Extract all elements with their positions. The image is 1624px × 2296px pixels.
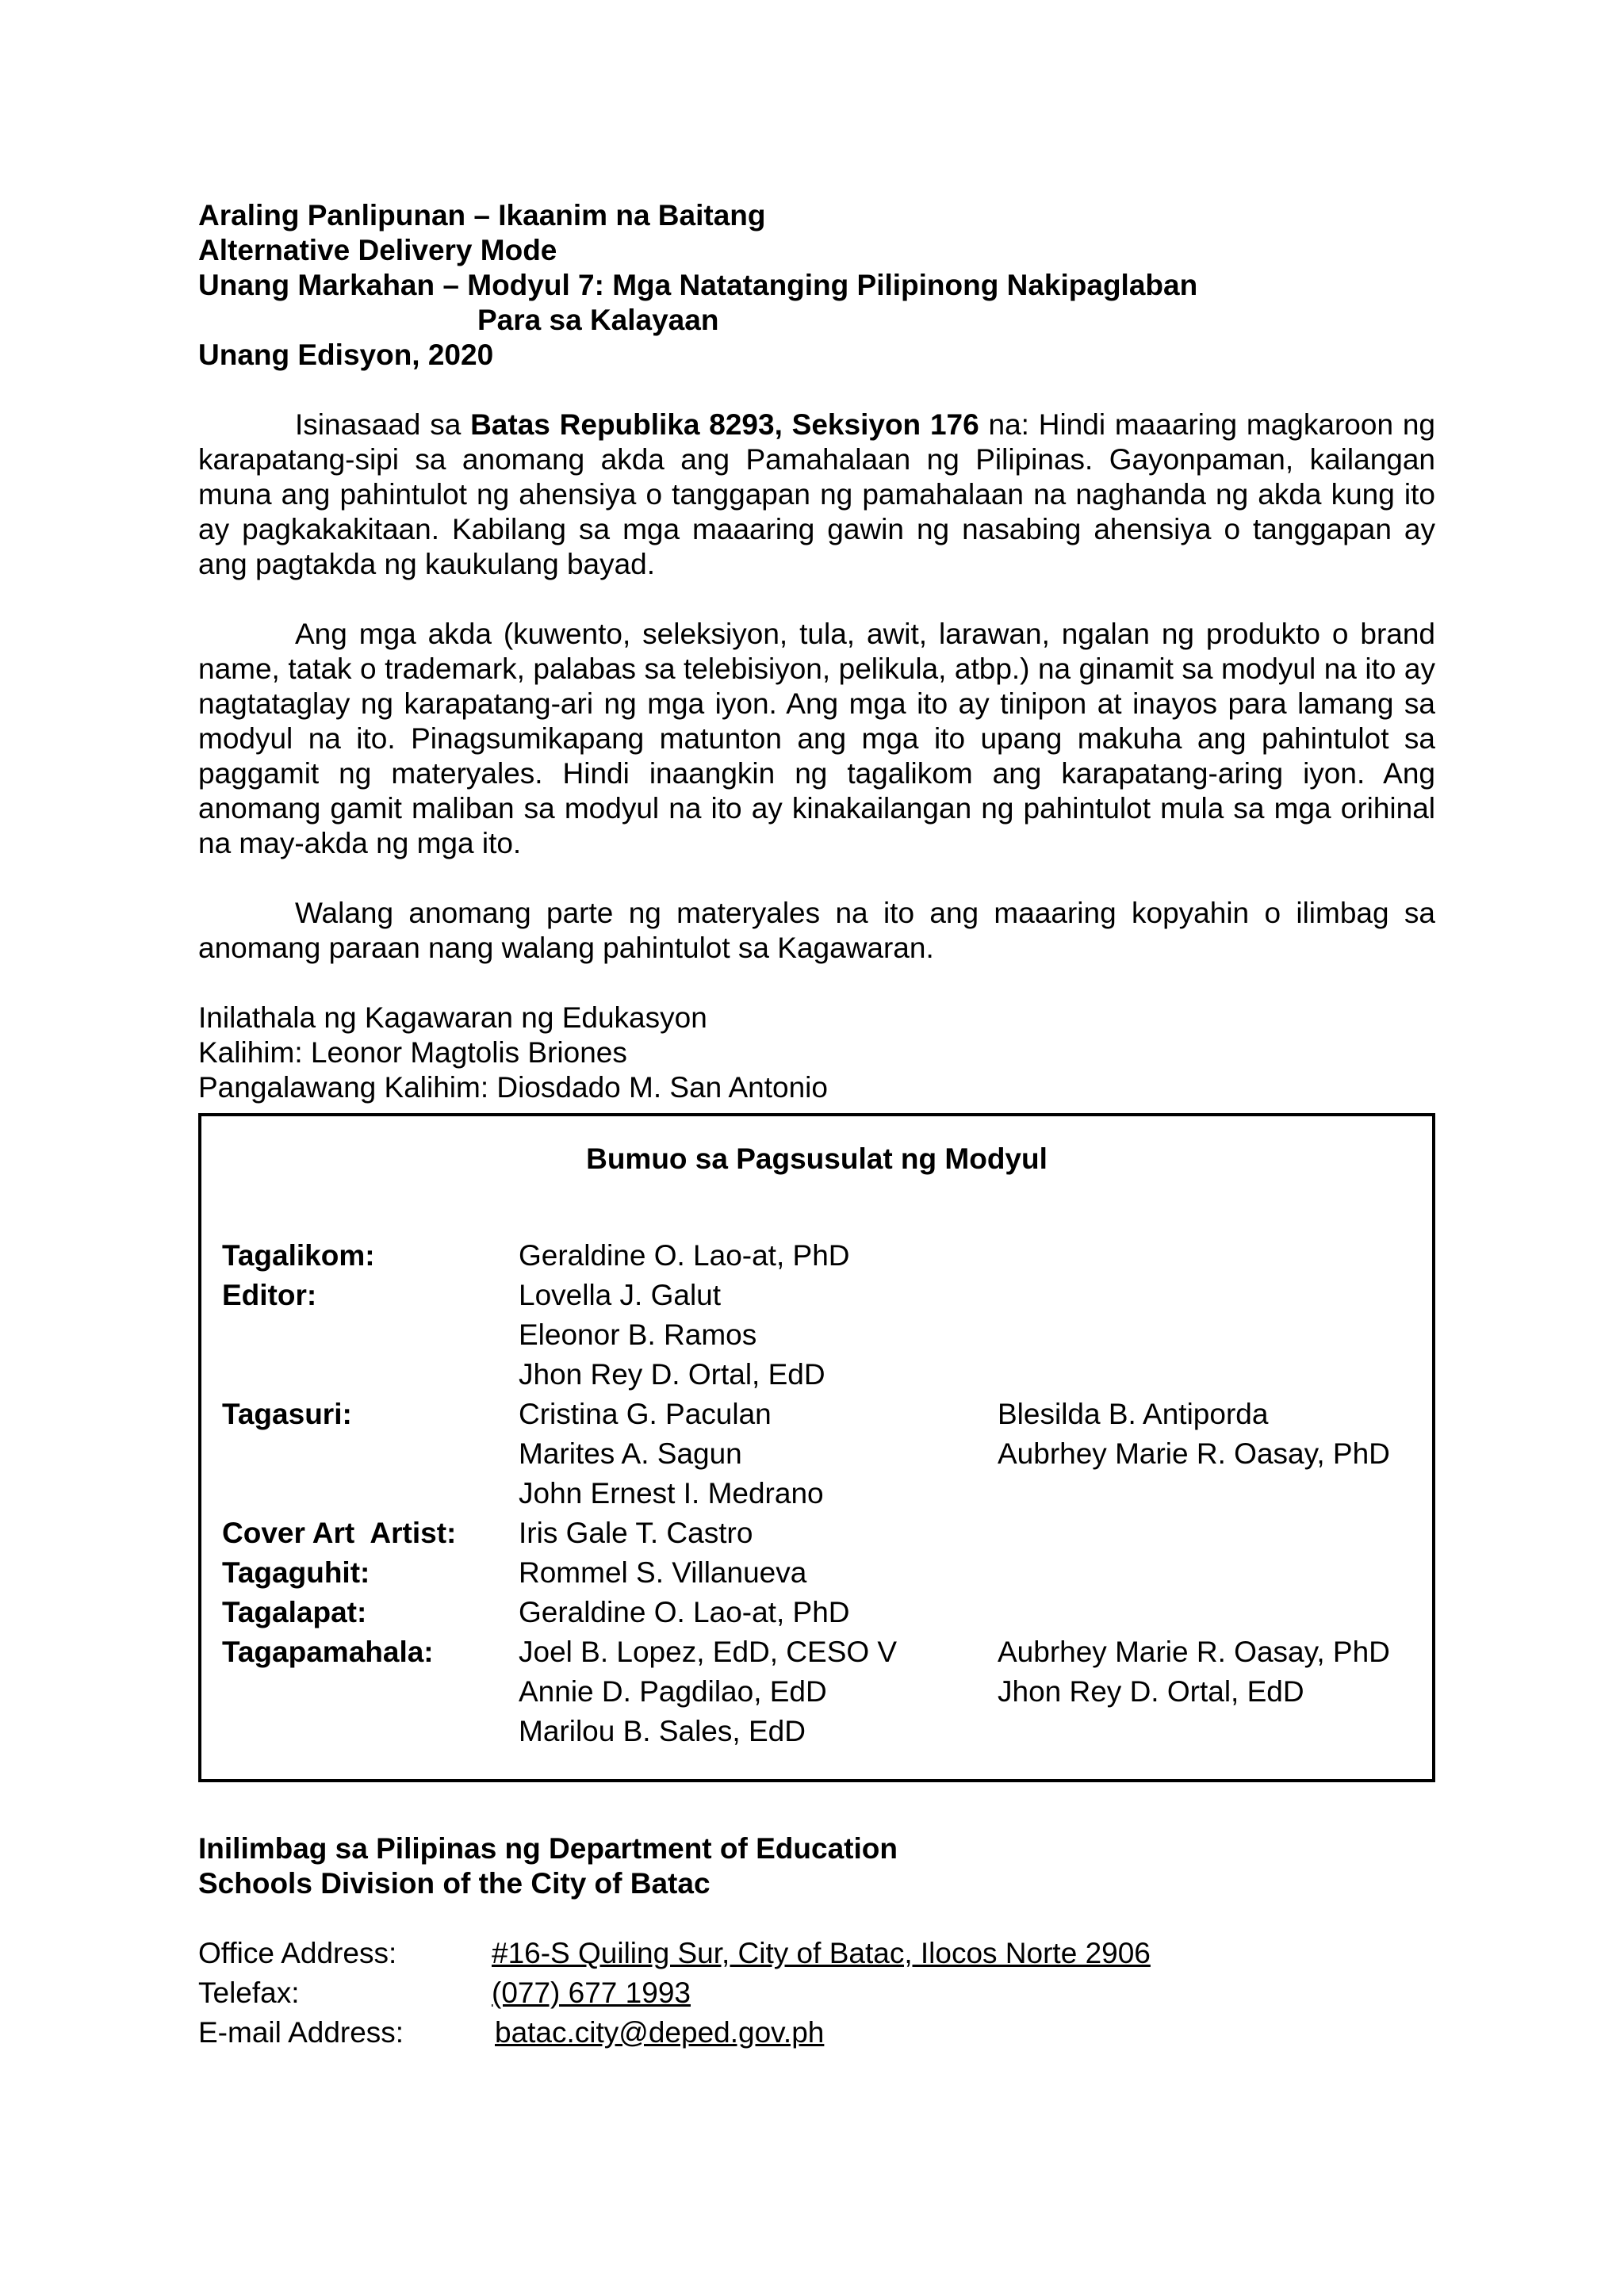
credit-role: Tagasuri:	[222, 1398, 352, 1430]
edition: Unang Edisyon, 2020	[198, 339, 494, 371]
credit-name-secondary: Jhon Rey D. Ortal, EdD	[998, 1675, 1304, 1708]
credit-row	[222, 1357, 1411, 1397]
printer-line: Inilimbag sa Pilipinas ng Department of Education	[198, 1832, 898, 1865]
credit-row	[222, 1476, 1411, 1516]
credit-name: Lovella J. Galut	[519, 1279, 722, 1311]
email-link[interactable]: batac.city@deped.gov.ph	[495, 2016, 825, 2049]
credit-name: Iris Gale T. Castro	[519, 1517, 753, 1549]
credit-name: Rommel S. Villanueva	[519, 1556, 807, 1589]
credit-name: Jhon Rey D. Ortal, EdD	[519, 1358, 825, 1391]
office-address-row	[198, 1936, 1435, 1976]
credit-role: Cover Art Artist:	[222, 1517, 457, 1549]
credit-name: Cristina G. Paculan	[519, 1398, 772, 1430]
office-address-label: Office Address:	[198, 1937, 397, 1969]
law-reference: Batas Republika 8293, Seksiyon 176	[470, 408, 979, 441]
email-label: E-mail Address:	[198, 2016, 404, 2049]
borrowed-works-paragraph: Ang mga akda (kuwento, seleksiyon, tula, awit, larawan, ngalan ng produkto o brand name, tatak o trademark, palabas sa telebisiyon, pelikula, atbp.) na ginamit sa modyul na ito ay nagtataglay ng karapatang-ari ng mga iyon. Ang mga ito ay tinipon at inayos para lamang sa modyul na ito. Pinagsumikapang matunton ang mga ito upang makuha ang pahintulot sa paggamit ng materyales. Hindi inaangkin ng tagalikom ang karapatang-aring iyon. Ang anomang gamit maliban sa modyul na ito ay kinakailangan ng pahintulot mula sa mga orihinal na may-akda ng mga ito.	[198, 618, 1435, 859]
undersecretary-line: Pangalawang Kalihim: Diosdado M. San Antonio	[198, 1071, 828, 1104]
printer-info	[198, 1831, 1435, 1901]
credit-role: Tagalikom:	[222, 1239, 375, 1272]
publisher-line: Inilathala ng Kagawaran ng Edukasyon	[198, 1001, 707, 1034]
credit-name-secondary: Aubrhey Marie R. Oasay, PhD	[998, 1437, 1390, 1470]
publisher-info	[198, 1001, 1435, 1105]
credit-name-secondary: Blesilda B. Antiporda	[998, 1398, 1269, 1430]
telefax-label: Telefax:	[198, 1976, 300, 2009]
reproduction-paragraph: Walang anomang parte ng materyales na ito ang maaaring kopyahin o ilimbag sa anomang paraan nang walang pahintulot sa Kagawaran.	[198, 897, 1435, 964]
credit-row	[222, 1437, 1411, 1476]
credit-row	[222, 1635, 1411, 1674]
credit-row	[222, 1556, 1411, 1595]
credit-name: Marites A. Sagun	[519, 1437, 742, 1470]
module-title-continued: Para sa Kalayaan	[477, 304, 719, 336]
credits-list	[222, 1238, 1411, 1754]
credit-role: Tagalapat:	[222, 1596, 367, 1628]
credit-role: Editor:	[222, 1279, 317, 1311]
credit-name: Annie D. Pagdilao, EdD	[519, 1675, 827, 1708]
credit-name: John Ernest I. Medrano	[519, 1477, 824, 1510]
telefax-value[interactable]: (077) 677 1993	[492, 1976, 691, 2009]
credits-box	[198, 1113, 1435, 1782]
credit-row	[222, 1278, 1411, 1318]
email-row	[198, 2015, 1435, 2055]
credit-row	[222, 1238, 1411, 1278]
credit-row	[222, 1318, 1411, 1357]
credit-name: Geraldine O. Lao-at, PhD	[519, 1239, 850, 1272]
copyright-paragraph	[198, 408, 1435, 582]
credit-name: Joel B. Lopez, EdD, CESO V	[519, 1636, 898, 1668]
subject-title: Araling Panlipunan – Ikaanim na Baitang	[198, 199, 766, 232]
copyright-text-pre: Isinasaad sa	[295, 408, 471, 441]
credit-row	[222, 1714, 1411, 1754]
office-address-value[interactable]: #16-S Quiling Sur, City of Batac, Ilocos Norte 2906	[492, 1937, 1151, 1969]
credit-row	[222, 1595, 1411, 1635]
credit-name: Geraldine O. Lao-at, PhD	[519, 1596, 850, 1628]
credit-row	[222, 1397, 1411, 1437]
secretary-line: Kalihim: Leonor Magtolis Briones	[198, 1036, 627, 1069]
credit-row	[222, 1516, 1411, 1556]
credit-row	[222, 1674, 1411, 1714]
credit-role: Tagaguhit:	[222, 1556, 370, 1589]
copyright-page	[198, 198, 1435, 2055]
credit-name: Eleonor B. Ramos	[519, 1318, 757, 1351]
module-title: Unang Markahan – Modyul 7: Mga Natatanging Pilipinong Nakipaglaban	[198, 269, 1198, 301]
copyright-text-post: na: Hindi maaaring magkaroon ng karapatang-sipi sa anomang akda ang Pamahalaan ng Pilipinas. Gayonpaman, kailangan muna ang pahintulot ng ahensiya o tanggapan ng pamahalaan na naghanda ng akda kung ito ay pagkakakitaan. Kabilang sa mga maaaring gawin ng nasabing ahensiya o tanggapan ay ang pagtakda ng kaukulang bayad.	[198, 408, 1435, 580]
delivery-mode: Alternative Delivery Mode	[198, 234, 557, 266]
contact-info	[198, 1936, 1435, 2055]
credits-title: Bumuo sa Pagsusulat ng Modyul	[586, 1142, 1048, 1175]
credit-name: Marilou B. Sales, EdD	[519, 1715, 806, 1747]
division-line: Schools Division of the City of Batac	[198, 1867, 710, 1900]
credit-name-secondary: Aubrhey Marie R. Oasay, PhD	[998, 1636, 1390, 1668]
module-header	[198, 198, 1435, 373]
telefax-row	[198, 1976, 1435, 2015]
credit-role: Tagapamahala:	[222, 1636, 434, 1668]
